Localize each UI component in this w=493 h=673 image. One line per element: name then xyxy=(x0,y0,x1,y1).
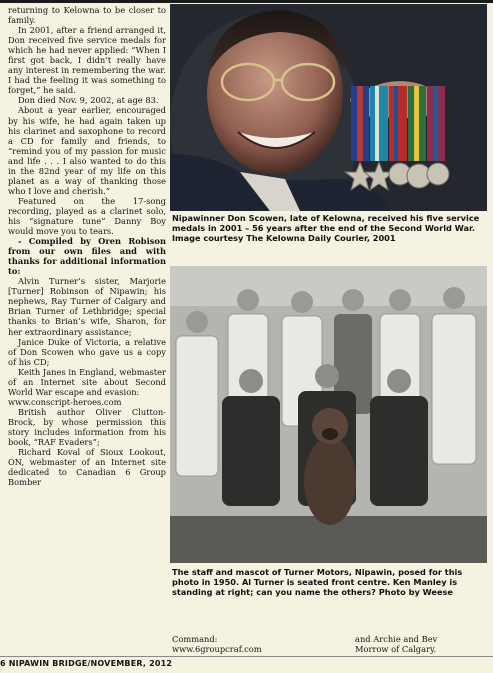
footer-rule xyxy=(0,656,493,657)
continued-text-left xyxy=(172,634,322,654)
text-line: and Archie and Bev xyxy=(355,634,438,644)
page-folio: 6 NIPAWIN BRIDGE/NOVEMBER, 2012 xyxy=(0,659,173,668)
text-line: Morrow of Calgary. xyxy=(355,644,437,655)
top-rule xyxy=(0,0,493,3)
photo-don-scowen-medals xyxy=(170,4,487,211)
photo-turner-motors-staff xyxy=(170,266,487,563)
paragraph: returning to Kelowna to be closer to family. xyxy=(8,5,166,26)
medal-portrait-illustration xyxy=(170,4,487,211)
paragraph: Alvin Turner’s sister, Marjorie [Turner] Robinson of Nipawin; his nephews, Ray Turner of Calgary and Brian Turner of Lethbridge; special thanks to Brian’s wife, Sharon, for her extraordinary assistance; xyxy=(8,276,166,337)
continued-text-right xyxy=(355,634,485,654)
paragraph: Keith Janes in England, webmaster of an Internet site about Second World War escape and evasion: xyxy=(8,366,166,397)
article-column xyxy=(8,5,166,487)
paragraph: British author Oliver Clutton-Brock, by whose permission this story includes information from his book, “RAF Evaders”; xyxy=(8,406,166,448)
paragraph: Richard Koval of Sioux Lookout, ON, webmaster of an Internet site dedicated to Canadian 6 Group Bomber xyxy=(8,447,166,488)
photo1-caption: Nipawinner Don Scowen, late of Kelowna, received his five service medals in 2001 – 56 years after the end of the Second World War. Image courtesy The Kelowna Daily Courier, 2001 xyxy=(172,213,480,244)
website-url: www.6groupcraf.com xyxy=(172,644,262,655)
paragraph: Don died Nov. 9, 2002, at age 83. xyxy=(18,95,159,106)
paragraph: In 2001, after a friend arranged it, Don received five service medals for which he had never applied: “When I first got back, I didn’t really have any interest in remembering the war. I had the feeling it was something to forget,” he said. xyxy=(8,25,166,96)
paragraph: Janice Duke of Victoria, a relative of Don Scowen who gave us a copy of his CD; xyxy=(8,336,166,367)
website-url: www.conscript-heroes.com xyxy=(8,396,122,407)
paragraph: Featured on the 17-song recording, played as a clarinet solo, his “signature tune” Danny Boy would move you to tears. xyxy=(8,195,166,237)
paragraph: About a year earlier, encouraged by his wife, he had again taken up his clarinet and saxophone to record a CD for family and friends, to “remind you of my passion for music and life . . . I also wanted to do this in the 82nd year of my life on this planet as a way of thanking those who I love and cherish.” xyxy=(8,105,166,196)
staff-group-illustration xyxy=(170,266,487,563)
credit-heading: - Compiled by Oren Robison from our own files and with thanks for additional information to: xyxy=(8,236,166,277)
photo2-caption: The staff and mascot of Turner Motors, Nipawin, posed for this photo in 1950. Al Turner is seated front centre. Ken Manley is standing at right; can you name the others? Photo by Weese xyxy=(172,567,463,598)
text-line: Command: xyxy=(172,634,218,644)
